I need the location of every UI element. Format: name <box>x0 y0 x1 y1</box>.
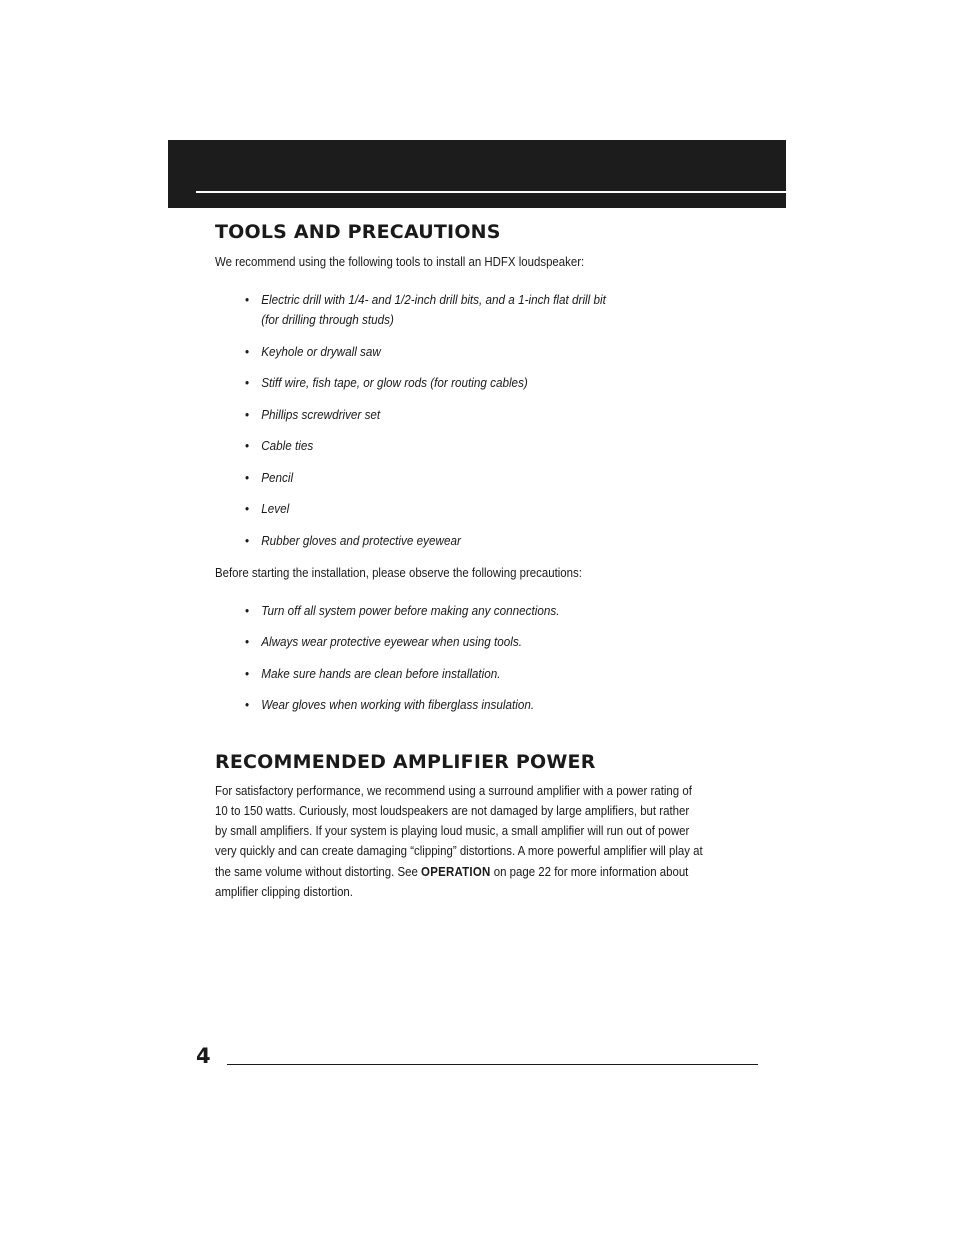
precautions-intro: Before starting the installation, please observe the following precautions: <box>215 565 582 580</box>
bullet-icon: • <box>245 634 250 649</box>
precaution-item-text: Turn off all system power before making any connections. <box>261 603 560 618</box>
page-number: 4 <box>196 1044 211 1068</box>
tool-item-text-continued: (for drilling through studs) <box>261 312 394 327</box>
tool-item <box>245 531 713 551</box>
tool-item <box>245 499 713 519</box>
footer-rule <box>227 1064 758 1065</box>
amplifier-line: amplifier clipping distortion. <box>215 884 353 899</box>
tool-item-text: Level <box>261 501 290 516</box>
bullet-icon: • <box>245 666 250 681</box>
operation-reference: OPERATION <box>421 864 491 879</box>
bullet-icon: • <box>245 501 250 516</box>
amplifier-line: by small amplifiers. If your system is playing loud music, a small amplifier will run out of power <box>215 823 690 838</box>
tool-item <box>245 468 713 488</box>
tool-item <box>245 405 713 425</box>
tool-item-text: Pencil <box>261 470 294 485</box>
amplifier-line: 10 to 150 watts. Curiously, most loudspeakers are not damaged by large amplifiers, but rather <box>215 803 690 818</box>
bullet-icon: • <box>245 344 250 359</box>
amplifier-line-text: on page 22 for more information about <box>490 864 689 879</box>
precaution-item-text: Always wear protective eyewear when using tools. <box>261 634 522 649</box>
amplifier-line <box>215 862 752 882</box>
amplifier-heading: RECOMMENDED AMPLIFIER POWER <box>215 751 596 773</box>
header-rule <box>196 191 786 193</box>
bullet-icon: • <box>245 533 250 548</box>
precaution-item <box>245 695 713 715</box>
tool-item <box>245 373 713 393</box>
precaution-item-text: Make sure hands are clean before installation. <box>261 666 501 681</box>
tool-item-text: Phillips screwdriver set <box>261 407 381 422</box>
precaution-item <box>245 632 713 652</box>
precaution-item <box>245 664 713 684</box>
bullet-icon: • <box>245 375 250 390</box>
tools-heading: TOOLS AND PRECAUTIONS <box>215 221 501 243</box>
amplifier-line: For satisfactory performance, we recommend using a surround amplifier with a power rating of <box>215 783 692 798</box>
amplifier-line: very quickly and can create damaging “clipping” distortions. A more powerful amplifier will play at <box>215 843 703 858</box>
tool-item-text: Keyhole or drywall saw <box>261 344 381 359</box>
tool-item-text: Electric drill with 1/4- and 1/2-inch drill bits, and a 1-inch flat drill bit <box>261 292 606 307</box>
bullet-icon: • <box>245 292 250 307</box>
tool-item <box>245 342 713 362</box>
header-bar <box>168 140 786 208</box>
precaution-item-text: Wear gloves when working with fiberglass insulation. <box>261 697 535 712</box>
precaution-item <box>245 601 713 621</box>
amplifier-line-text: the same volume without distorting. See <box>215 864 422 879</box>
tool-item-text: Rubber gloves and protective eyewear <box>261 533 461 548</box>
bullet-icon: • <box>245 603 250 618</box>
tool-item-text: Stiff wire, fish tape, or glow rods (for routing cables) <box>261 375 528 390</box>
bullet-icon: • <box>245 697 250 712</box>
bullet-icon: • <box>245 470 250 485</box>
tool-item <box>245 436 713 456</box>
tool-item-text: Cable ties <box>261 438 314 453</box>
bullet-icon: • <box>245 407 250 422</box>
tool-item <box>245 290 713 330</box>
tools-intro: We recommend using the following tools to install an HDFX loudspeaker: <box>215 254 585 269</box>
bullet-icon: • <box>245 438 250 453</box>
